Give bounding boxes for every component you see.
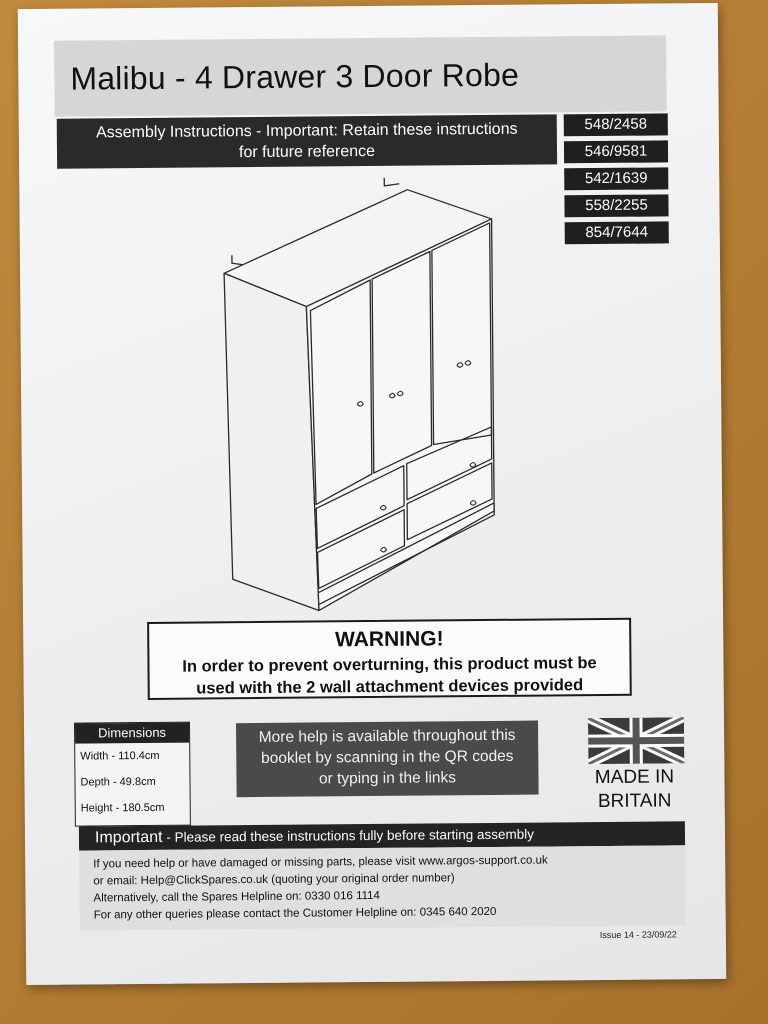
help-box	[236, 721, 539, 798]
product-code: 546/9581	[564, 140, 668, 163]
wardrobe-illustration	[209, 173, 503, 616]
contact-info	[79, 845, 686, 930]
dimensions-box	[74, 722, 191, 827]
product-code: 548/2458	[564, 113, 668, 136]
contact-line-1: If you need help or have damaged or missing parts, please visit www.argos-support.co.uk	[93, 854, 548, 871]
issue-label: Issue 14 - 23/09/22	[599, 929, 677, 941]
made-in-line-1: MADE IN	[594, 766, 675, 789]
made-in-line-2: BRITAIN	[597, 790, 672, 813]
warning-text	[149, 652, 629, 700]
product-codes	[564, 113, 669, 249]
contact-line-4: For any other queries please contact the Customer Helpline on: 0345 640 2020	[93, 905, 497, 922]
dimension-width: Width - 110.4cm	[80, 749, 160, 763]
subtitle-bar	[57, 114, 557, 168]
important-text: - Please read these instructions fully before starting assembly	[162, 826, 535, 845]
page-title: Malibu - 4 Drawer 3 Door Robe	[70, 56, 520, 97]
warning-line-2: used with the 2 wall attachment devices provided	[196, 676, 584, 698]
warning-line-1: In order to prevent overturning, this product must be	[182, 654, 597, 676]
wall-bracket-right	[384, 178, 399, 186]
product-code: 542/1639	[564, 167, 668, 190]
dimension-depth: Depth - 49.8cm	[80, 775, 156, 789]
union-flag-icon	[588, 717, 684, 764]
warning-box	[147, 618, 632, 700]
contact-line-3: Alternatively, call the Spares Helpline on: 0330 016 1114	[93, 889, 380, 905]
wardrobe-side	[224, 272, 319, 611]
product-code: 558/2255	[564, 194, 668, 217]
help-line-1: More help is available throughout this	[258, 726, 516, 746]
subtitle-line-1: Assembly Instructions - Important: Retain these instructions	[95, 120, 518, 142]
important-lead: Important	[94, 828, 163, 847]
made-in-label	[570, 765, 698, 814]
warning-title: WARNING!	[334, 627, 444, 652]
dimension-height: Height - 180.5cm	[80, 801, 165, 815]
help-line-2: booklet by scanning in the QR codes	[260, 747, 514, 767]
help-line-3: or typing in the links	[318, 769, 457, 788]
title-band	[54, 35, 667, 116]
dimensions-title: Dimensions	[75, 723, 189, 744]
product-code: 854/7644	[565, 221, 669, 244]
subtitle-line-2: for future reference	[238, 142, 376, 162]
contact-line-2: or email: Help@ClickSpares.co.uk (quoting your original order number)	[93, 872, 455, 888]
instruction-sheet	[18, 3, 726, 985]
